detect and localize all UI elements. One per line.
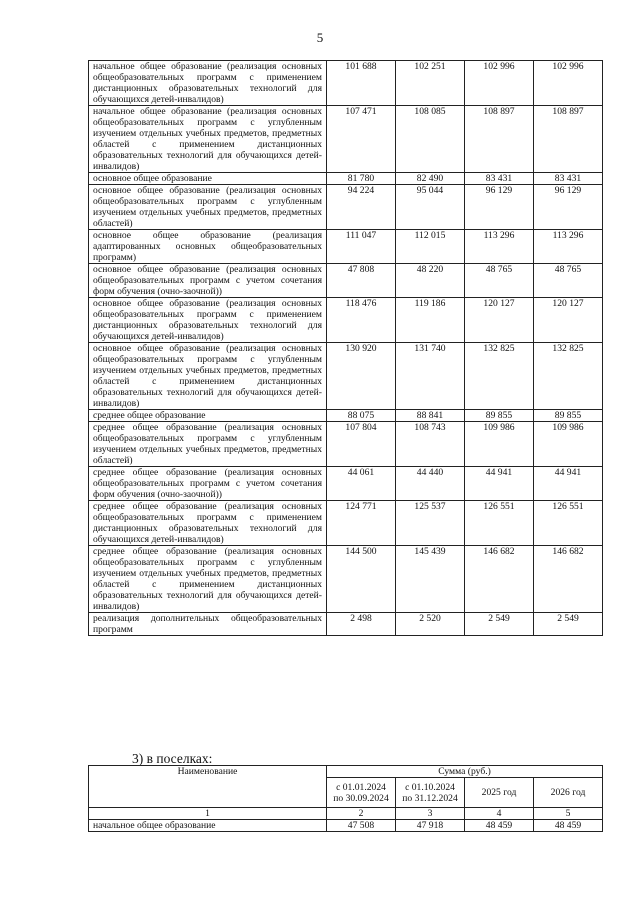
row-name: основное общее образование — [89, 173, 327, 185]
row-name: начальное общее образование (реализация основных общеобразовательных программ с применением дистанционных образовательных технологий для обучающихся детей-инвалидов) — [89, 61, 327, 106]
row-value: 119 186 — [396, 298, 465, 343]
row-value: 102 996 — [465, 61, 534, 106]
row-value: 96 129 — [465, 185, 534, 230]
row-value: 47 508 — [327, 820, 396, 832]
row-value: 47 918 — [396, 820, 465, 832]
row-name: начальное общее образование (реализация основных общеобразовательных программ с углубленным изучением отдельных учебных предметов, предметных областей с применением дистанционных образовательных технологий для обучающихся детей-инвалидов) — [89, 106, 327, 173]
row-value: 145 439 — [396, 546, 465, 613]
table-row — [89, 173, 603, 185]
row-value: 83 431 — [534, 173, 603, 185]
row-value: 44 061 — [327, 467, 396, 501]
header-year-2: 2026 год — [534, 778, 603, 808]
table-row — [89, 298, 603, 343]
row-value: 2 549 — [534, 613, 603, 636]
row-value: 120 127 — [465, 298, 534, 343]
row-value: 113 296 — [534, 230, 603, 264]
table-row — [89, 820, 603, 832]
table-row — [89, 546, 603, 613]
row-value: 146 682 — [534, 546, 603, 613]
row-value: 108 085 — [396, 106, 465, 173]
funding-table — [88, 60, 603, 636]
row-value: 81 780 — [327, 173, 396, 185]
row-value: 82 490 — [396, 173, 465, 185]
row-value: 107 471 — [327, 106, 396, 173]
table-row — [89, 230, 603, 264]
row-name: среднее общее образование (реализация основных общеобразовательных программ с применением дистанционных образовательных технологий для обучающихся детей-инвалидов) — [89, 501, 327, 546]
row-value: 88 075 — [327, 410, 396, 422]
column-index: 2 — [327, 808, 396, 820]
row-name: основное общее образование (реализация основных общеобразовательных программ с углубленным изучением отдельных учебных предметов, предметных областей) — [89, 185, 327, 230]
table-row — [89, 467, 603, 501]
row-value: 94 224 — [327, 185, 396, 230]
row-value: 89 855 — [534, 410, 603, 422]
row-value: 108 743 — [396, 422, 465, 467]
row-value: 131 740 — [396, 343, 465, 410]
row-value: 2 498 — [327, 613, 396, 636]
column-index-row — [89, 808, 603, 820]
row-name: основное общее образование (реализация основных общеобразовательных программ с применением дистанционных образовательных технологий для обучающихся детей-инвалидов) — [89, 298, 327, 343]
row-value: 44 941 — [534, 467, 603, 501]
page-number: 5 — [316, 30, 324, 45]
row-value: 108 897 — [465, 106, 534, 173]
row-name: основное общее образование (реализация основных общеобразовательных программ с углубленным изучением отдельных учебных предметов, предметных областей с применением дистанционных образовательных технологий для обучающихся детей-инвалидов) — [89, 343, 327, 410]
row-name: среднее общее образование (реализация основных общеобразовательных программ с учетом сочетания форм обучения (очно-заочной)) — [89, 467, 327, 501]
row-value: 124 771 — [327, 501, 396, 546]
row-value: 120 127 — [534, 298, 603, 343]
row-value: 109 986 — [534, 422, 603, 467]
column-index: 1 — [89, 808, 327, 820]
row-value: 48 220 — [396, 264, 465, 298]
row-value: 146 682 — [465, 546, 534, 613]
row-value: 83 431 — [465, 173, 534, 185]
row-value: 111 047 — [327, 230, 396, 264]
row-name: основное общее образование (реализация основных общеобразовательных программ с учетом сочетания форм обучения (очно-заочной)) — [89, 264, 327, 298]
row-value: 2 549 — [465, 613, 534, 636]
row-value: 48 459 — [534, 820, 603, 832]
row-value: 44 941 — [465, 467, 534, 501]
header-sum: Сумма (руб.) — [327, 766, 603, 778]
header-name: Наименование — [89, 766, 327, 808]
table-row — [89, 422, 603, 467]
row-name: реализация дополнительных общеобразовательных программ — [89, 613, 327, 636]
header-row — [89, 766, 603, 778]
row-value: 96 129 — [534, 185, 603, 230]
row-name: среднее общее образование (реализация основных общеобразовательных программ с углубленным изучением отдельных учебных предметов, предметных областей) — [89, 422, 327, 467]
header-period-1: с 01.01.2024 по 30.09.2024 — [327, 778, 396, 808]
row-value: 95 044 — [396, 185, 465, 230]
row-value: 109 986 — [465, 422, 534, 467]
row-name: начальное общее образование — [89, 820, 327, 832]
row-value: 130 920 — [327, 343, 396, 410]
header-period-2: с 01.10.2024 по 31.12.2024 — [396, 778, 465, 808]
table-row — [89, 343, 603, 410]
row-value: 48 459 — [465, 820, 534, 832]
row-value: 112 015 — [396, 230, 465, 264]
row-value: 144 500 — [327, 546, 396, 613]
row-value: 107 804 — [327, 422, 396, 467]
row-value: 132 825 — [534, 343, 603, 410]
row-name: основное общее образование (реализация адаптированных основных общеобразовательных программ) — [89, 230, 327, 264]
header-year-1: 2025 год — [465, 778, 534, 808]
column-index: 4 — [465, 808, 534, 820]
row-value: 118 476 — [327, 298, 396, 343]
row-value: 125 537 — [396, 501, 465, 546]
row-value: 48 765 — [534, 264, 603, 298]
table-row — [89, 410, 603, 422]
row-value: 88 841 — [396, 410, 465, 422]
column-index: 3 — [396, 808, 465, 820]
table-row — [89, 501, 603, 546]
table-row — [89, 613, 603, 636]
row-value: 2 520 — [396, 613, 465, 636]
row-name: среднее общее образование (реализация основных общеобразовательных программ с углубленным изучением отдельных учебных предметов, предметных областей с применением дистанционных образовательных технологий для обучающихся детей-инвалидов) — [89, 546, 327, 613]
row-name: среднее общее образование — [89, 410, 327, 422]
table-row — [89, 61, 603, 106]
row-value: 126 551 — [534, 501, 603, 546]
row-value: 126 551 — [465, 501, 534, 546]
settlements-table — [88, 765, 603, 832]
table-row — [89, 264, 603, 298]
row-value: 47 808 — [327, 264, 396, 298]
row-value: 44 440 — [396, 467, 465, 501]
row-value: 89 855 — [465, 410, 534, 422]
row-value: 48 765 — [465, 264, 534, 298]
table-row — [89, 106, 603, 173]
table-row — [89, 185, 603, 230]
row-value: 132 825 — [465, 343, 534, 410]
section-heading: 3) в поселках: — [132, 751, 213, 766]
row-value: 108 897 — [534, 106, 603, 173]
funding-table-body — [89, 61, 603, 636]
row-value: 102 251 — [396, 61, 465, 106]
row-value: 101 688 — [327, 61, 396, 106]
row-value: 102 996 — [534, 61, 603, 106]
row-value: 113 296 — [465, 230, 534, 264]
column-index: 5 — [534, 808, 603, 820]
